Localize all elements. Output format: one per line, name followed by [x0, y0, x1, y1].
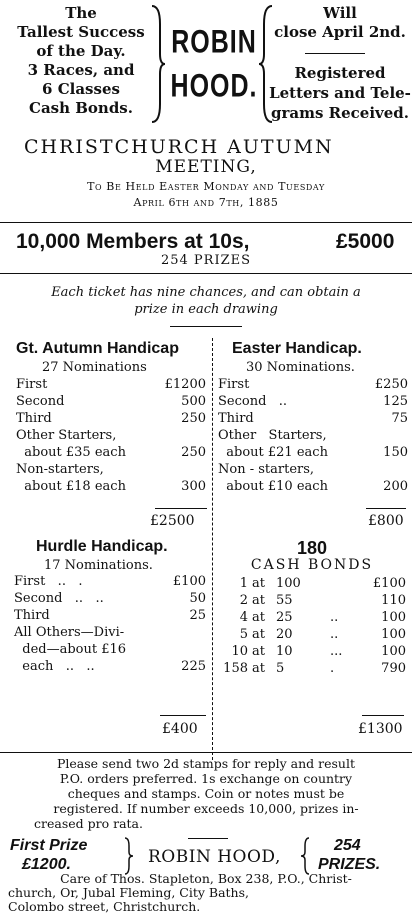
prize-amount: £1200	[164, 377, 206, 392]
prize-amount: £250	[374, 377, 408, 392]
prize-row	[14, 591, 206, 606]
total-rule	[362, 715, 404, 716]
footer-notice	[0, 756, 412, 831]
bond-value: 55	[276, 593, 293, 608]
bond-value: 10	[276, 644, 293, 659]
prize-label: Third	[14, 608, 50, 623]
total-rule	[155, 508, 207, 509]
address-line: church, Or, Jubal Fleming, City Baths,	[8, 885, 249, 900]
prize-row	[14, 574, 206, 589]
header-right-line: grams Received.	[270, 104, 409, 122]
prize-amount: 75	[391, 411, 408, 426]
hurdle-nominations: 17 Nominations.	[44, 558, 153, 573]
prize-label: First .. .	[14, 574, 83, 589]
easter-total: £800	[368, 513, 404, 529]
bond-dots: ..	[330, 610, 339, 625]
prize-row	[218, 462, 408, 477]
prize-amount: 500	[181, 394, 206, 409]
address-line: Colombo street, Christchurch.	[8, 899, 201, 914]
first-prize	[10, 836, 87, 874]
divider	[0, 222, 412, 223]
prize-amount: 300	[181, 479, 206, 494]
prize-amount: 200	[383, 479, 408, 494]
prize-row	[16, 479, 206, 494]
cash-bonds-number: 180	[296, 538, 328, 558]
prize-amount: 150	[383, 445, 408, 460]
footer-brace-right	[298, 836, 312, 876]
bond-at: at	[252, 593, 265, 608]
footer-robin-hood: ROBIN HOOD,	[148, 847, 281, 867]
members-amount: £5000	[336, 230, 395, 253]
bond-at: at	[252, 627, 265, 642]
header-divider	[305, 53, 365, 54]
chance-note-2: prize in each drawing	[134, 302, 278, 317]
prize-row	[218, 479, 408, 494]
prize-row	[16, 462, 206, 477]
total-rule	[160, 715, 206, 716]
divider	[170, 326, 242, 327]
prize-label: First	[16, 377, 48, 392]
easter-title: Easter Handicap.	[232, 340, 362, 357]
bond-total: 100	[381, 627, 406, 642]
meeting-title-2: MEETING,	[155, 157, 257, 177]
prize-row	[14, 642, 206, 657]
prize-label: Second .. ..	[14, 591, 104, 606]
bond-value: 5	[276, 661, 285, 676]
prize-row	[14, 625, 206, 640]
meeting-dates-1: To Be Held Easter Monday and Tuesday	[87, 180, 325, 193]
prize-amount: 125	[383, 394, 408, 409]
prize-row	[14, 608, 206, 623]
bond-count: 2	[239, 593, 248, 608]
prize-row	[218, 445, 408, 460]
divider	[0, 273, 412, 274]
easter-nominations: 30 Nominations.	[246, 360, 355, 375]
footer-prizes-label: PRIZES.	[318, 856, 381, 873]
prize-row	[16, 445, 206, 460]
prize-label: Second ..	[218, 394, 288, 409]
prize-label: Second	[16, 394, 65, 409]
bond-count: 5	[239, 627, 248, 642]
bond-dots: .	[330, 661, 335, 676]
prize-label: Other Starters,	[218, 428, 327, 443]
prize-label: about £21 each	[218, 445, 328, 460]
meeting-title: CHRISTCHURCH AUTUMN	[24, 136, 334, 158]
first-prize-line: First Prize	[10, 837, 88, 854]
address-line: Care of Thos. Stapleton, Box 238, P.O., Christ-	[60, 871, 352, 886]
prize-amount: 50	[189, 591, 206, 606]
notice-line: registered. If number exceeds 10,000, prizes in-	[53, 801, 359, 816]
prize-row	[218, 394, 408, 409]
prize-row	[16, 411, 206, 426]
prize-label: All Others—Divi-	[14, 625, 125, 640]
bond-at: at	[252, 610, 265, 625]
prize-row	[16, 428, 206, 443]
header-left-line: The	[65, 4, 97, 22]
prize-row	[16, 394, 206, 409]
footer-address	[0, 872, 412, 914]
prize-row	[16, 377, 206, 392]
bond-total: 790	[381, 661, 406, 676]
bond-total: £100	[372, 576, 406, 591]
notice-line: creased pro rata.	[34, 816, 143, 831]
header-left-line: 3 Races, and	[27, 61, 135, 79]
header-left-line: Cash Bonds.	[29, 99, 133, 117]
bond-at: at	[252, 661, 265, 676]
prize-label: each .. ..	[14, 659, 95, 674]
bond-total: 100	[381, 644, 406, 659]
header-right-line: close April 2nd.	[274, 23, 406, 41]
meeting-dates-2: April 6th and 7th, 1885	[133, 196, 279, 209]
prize-label: about £35 each	[16, 445, 126, 460]
bond-at: at	[252, 644, 265, 659]
divider	[0, 752, 412, 753]
prize-label: about £18 each	[16, 479, 126, 494]
bond-count: 4	[239, 610, 248, 625]
gt-autumn-total: £2500	[150, 513, 195, 529]
robin-hood-logo	[166, 20, 262, 108]
total-rule	[366, 508, 406, 509]
bond-dots: ...	[330, 644, 343, 659]
prize-row	[218, 411, 408, 426]
header-left-line: 6 Classes	[42, 80, 120, 98]
footer-prizes-count: 254	[334, 837, 361, 854]
divider	[188, 838, 228, 839]
bond-dots: ..	[330, 627, 339, 642]
prize-amount: 225	[181, 659, 206, 674]
prize-row	[14, 659, 206, 674]
bond-value: 20	[276, 627, 293, 642]
prize-row	[218, 377, 408, 392]
prize-label: Third	[218, 411, 254, 426]
logo-line: ROBIN	[171, 23, 257, 61]
footer-brace-left	[122, 836, 136, 876]
gt-autumn-nominations: 27 Nominations	[42, 360, 147, 375]
header-right-line: Letters and Tele-	[269, 84, 411, 102]
notice-line: cheques and stamps. Coin or notes must be	[67, 786, 345, 801]
prize-label: Non-starters,	[16, 462, 104, 477]
header-right-top	[268, 4, 412, 42]
hurdle-total: £400	[162, 721, 198, 737]
bond-count: 158	[223, 661, 248, 676]
bond-count: 10	[231, 644, 248, 659]
bond-value: 25	[276, 610, 293, 625]
logo-line: HOOD.	[170, 67, 258, 105]
header-left	[6, 4, 156, 118]
bond-value: 100	[276, 576, 301, 591]
footer-prizes	[318, 836, 380, 874]
chance-note-1: Each ticket has nine chances, and can obtain a	[51, 285, 361, 300]
prize-label: ded—about £16	[14, 642, 127, 657]
prizes-count: 254 PRIZES	[160, 253, 252, 268]
prize-label: Other Starters,	[16, 428, 117, 443]
header-right-line: Will	[323, 4, 357, 22]
header-left-line: Tallest Success	[17, 23, 145, 41]
header-right-bottom	[268, 63, 412, 123]
bond-total: 110	[381, 593, 406, 608]
first-prize-amount: £1200.	[22, 856, 71, 873]
gt-autumn-title: Gt. Autumn Handicap	[16, 340, 179, 357]
notice-line: Please send two 2d stamps for reply and result	[56, 756, 355, 771]
prize-amount: £100	[172, 574, 206, 589]
header-left-line: of the Day.	[36, 42, 126, 60]
members-line: 10,000 Members at 10s,	[16, 230, 250, 253]
prize-label: First	[218, 377, 250, 392]
bond-total: 100	[381, 610, 406, 625]
prize-label: Non - starters,	[218, 462, 315, 477]
bond-at: at	[252, 576, 265, 591]
prize-amount: 250	[181, 411, 206, 426]
prize-label: about £10 each	[218, 479, 328, 494]
prize-row	[218, 428, 408, 443]
bond-count: 1	[239, 576, 248, 591]
cash-bonds-total: £1300	[358, 721, 403, 737]
notice-line: P.O. orders preferred. 1s exchange on country	[59, 771, 353, 786]
prize-amount: 250	[181, 445, 206, 460]
prize-amount: 25	[189, 608, 206, 623]
prize-label: Third	[16, 411, 52, 426]
cash-bonds-title: CASH BONDS	[250, 557, 374, 573]
header-right-line: Registered	[294, 64, 386, 82]
hurdle-title: Hurdle Handicap.	[36, 538, 168, 555]
left-brace	[150, 4, 166, 124]
